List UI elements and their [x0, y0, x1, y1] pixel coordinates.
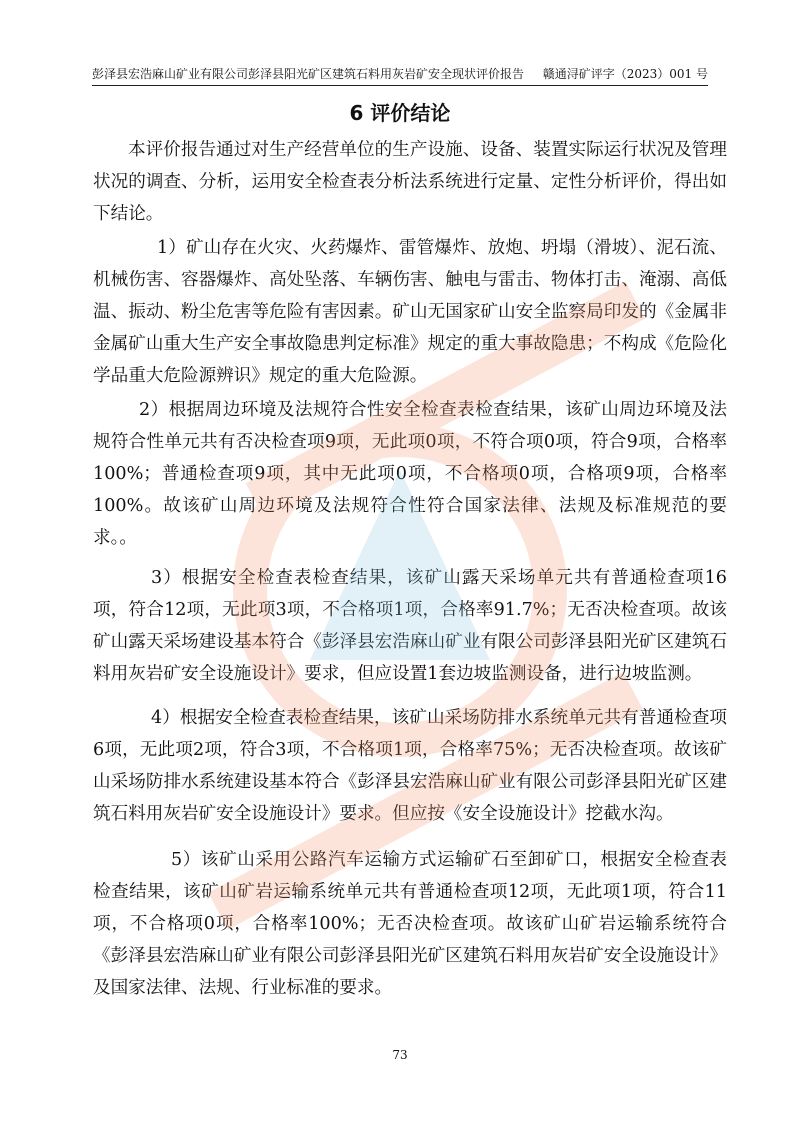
conclusion-paragraph-5: 5）该矿山采用公路汽车运输方式运输矿石至卸矿口，根据安全检查表检查结果，该矿山矿岩运输系统单元共有普通检查项12项，无此项1项，符合11项，不合格项0项，合格率100%；无否决检查项。故该矿山矿岩运输系统符合《彭泽县宏浩麻山矿业有限公司彭泽县阳光矿区建筑石料用灰岩矿安全设施设计》及国家法律、法规、行业标准的要求。 [93, 850, 727, 998]
intro-paragraph: 本评价报告通过对生产经营单位的生产设施、设备、装置实际运行状况及管理状况的调查、分析，运用安全检查表分析法系统进行定量、定性分析评价，得出如下结论。 [93, 140, 727, 224]
header-report-number: 赣通浔矿评字（2023）001 号 [542, 67, 708, 81]
section-title: 6 评价结论 [349, 101, 451, 125]
conclusion-paragraph-1: 1）矿山存在火灾、火药爆炸、雷管爆炸、放炮、坍塌（滑坡）、泥石流、机械伤害、容器爆炸、高处坠落、车辆伤害、触电与雷击、物体打击、淹溺、高低温、振动、粉尘危害等危险有害因素。矿山无国家矿山安全监察局印发的《金属非金属矿山重大生产安全事故隐患判定标准》规定的重大事故隐患；不构成《危险化学品重大危险源辨识》规定的重大危险源。 [93, 238, 727, 386]
conclusion-paragraph-2: 2）根据周边环境及法规符合性安全检查表检查结果，该矿山周边环境及法规符合性单元共有否决检查项9项，无此项0项，不符合项0项，符合9项，合格率100%；普通检查项9项，其中无此项0项，不合格项0项，合格项9项，合格率100%。故该矿山周边环境及法规符合性符合国家法律、法规及标准规范的要求。。 [93, 400, 727, 548]
conclusion-paragraph-4: 4）根据安全检查表检查结果，该矿山采场防排水系统单元共有普通检查项6项，无此项2项，符合3项，不合格项1项，合格率75%；无否决检查项。故该矿山采场防排水系统建设基本符合《彭泽县宏浩麻山矿业有限公司彭泽县阳光矿区建筑石料用灰岩矿安全设施设计》要求。但应按《安全设施设计》挖截水沟。 [93, 708, 727, 824]
conclusion-paragraph-3: 3）根据安全检查表检查结果，该矿山露天采场单元共有普通检查项16项，符合12项，无此项3项，不合格项1项，合格率91.7%；无否决检查项。故该矿山露天采场建设基本符合《彭泽县宏浩麻山矿业有限公司彭泽县阳光矿区建筑石料用灰岩矿安全设施设计》要求，但应设置1套边坡监测设备，进行边坡监测。 [93, 568, 727, 684]
header-report-title: 彭泽县宏浩麻山矿业有限公司彭泽县阳光矿区建筑石料用灰岩矿安全现状评价报告 [92, 67, 525, 81]
page-number: 73 [392, 1048, 408, 1062]
running-header [92, 66, 708, 86]
section-body [93, 134, 727, 1004]
